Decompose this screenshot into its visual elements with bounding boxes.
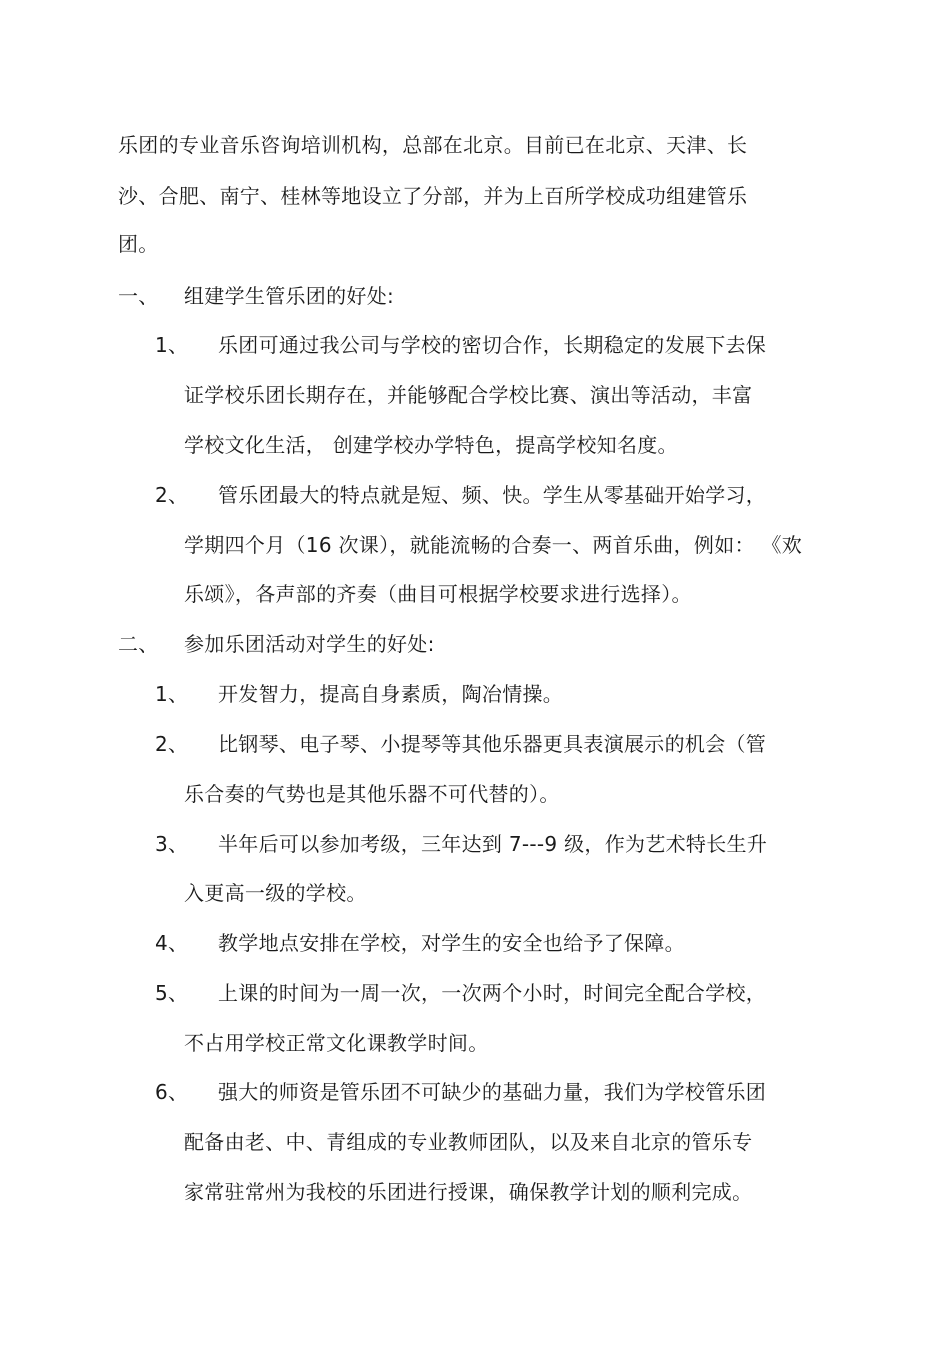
section2-item4-number: 4、 <box>155 931 189 955</box>
section2-item5-line-1: 上课的时间为一周一次，一次两个小时，时间完全配合学校， <box>218 981 767 1005</box>
section1-marker: 一、 <box>118 284 159 308</box>
section1-item1-line-1: 乐团可通过我公司与学校的密切合作，长期稳定的发展下去保 <box>218 333 767 357</box>
intro-line-1: 乐团的专业音乐咨询培训机构，总部在北京。目前已在北京、天津、长 <box>118 133 748 157</box>
section2-item6-line-1: 强大的师资是管乐团不可缺少的基础力量，我们为学校管乐团 <box>218 1080 767 1104</box>
section2-item5-line-2: 不占用学校正常文化课教学时间。 <box>184 1031 489 1055</box>
section1-item1-number: 1、 <box>155 333 189 357</box>
section2-item2-line-2: 乐合奏的气势也是其他乐器不可代替的）。 <box>184 782 560 806</box>
section2-item3-line-1: 半年后可以参加考级，三年达到 7---9 级，作为艺术特长生升 <box>218 832 768 856</box>
section1-item2-line-1: 管乐团最大的特点就是短、频、快。学生从零基础开始学习， <box>218 483 767 507</box>
section2-heading: 参加乐团活动对学生的好处: <box>184 632 435 656</box>
section2-item2-number: 2、 <box>155 732 189 756</box>
section2-marker: 二、 <box>118 632 159 656</box>
section2-item1-number: 1、 <box>155 682 189 706</box>
section1-heading: 组建学生管乐团的好处: <box>184 284 395 308</box>
section2-item2-line-1: 比钢琴、电子琴、小提琴等其他乐器更具表演展示的机会（管 <box>218 732 767 756</box>
section2-item6-line-3: 家常驻常州为我校的乐团进行授课，确保教学计划的顺利完成。 <box>184 1180 753 1204</box>
section1-item1-line-2: 证学校乐团长期存在，并能够配合学校比赛、演出等活动，丰富 <box>184 383 753 407</box>
section2-item4-line-1: 教学地点安排在学校，对学生的安全也给予了保障。 <box>218 931 685 955</box>
section1-item2-number: 2、 <box>155 483 189 507</box>
intro-line-2: 沙、合肥、南宁、桂林等地设立了分部，并为上百所学校成功组建管乐 <box>118 184 748 208</box>
section2-item1-line-1: 开发智力，提高自身素质，陶冶情操。 <box>218 682 564 706</box>
section1-item1-line-3: 学校文化生活， 创建学校办学特色，提高学校知名度。 <box>184 433 678 457</box>
intro-line-3: 团。 <box>118 232 159 256</box>
section1-item2-line-3: 乐颂》，各声部的齐奏（曲目可根据学校要求进行选择）。 <box>184 582 692 606</box>
section1-item2-line-2: 学期四个月（16 次课），就能流畅的合奏一、两首乐曲，例如： 《欢 <box>184 533 803 557</box>
section2-item3-number: 3、 <box>155 832 189 856</box>
section2-item6-number: 6、 <box>155 1080 189 1104</box>
section2-item6-line-2: 配备由老、中、青组成的专业教师团队，以及来自北京的管乐专 <box>184 1130 753 1154</box>
section2-item3-line-2: 入更高一级的学校。 <box>184 881 367 905</box>
section2-item5-number: 5、 <box>155 981 189 1005</box>
